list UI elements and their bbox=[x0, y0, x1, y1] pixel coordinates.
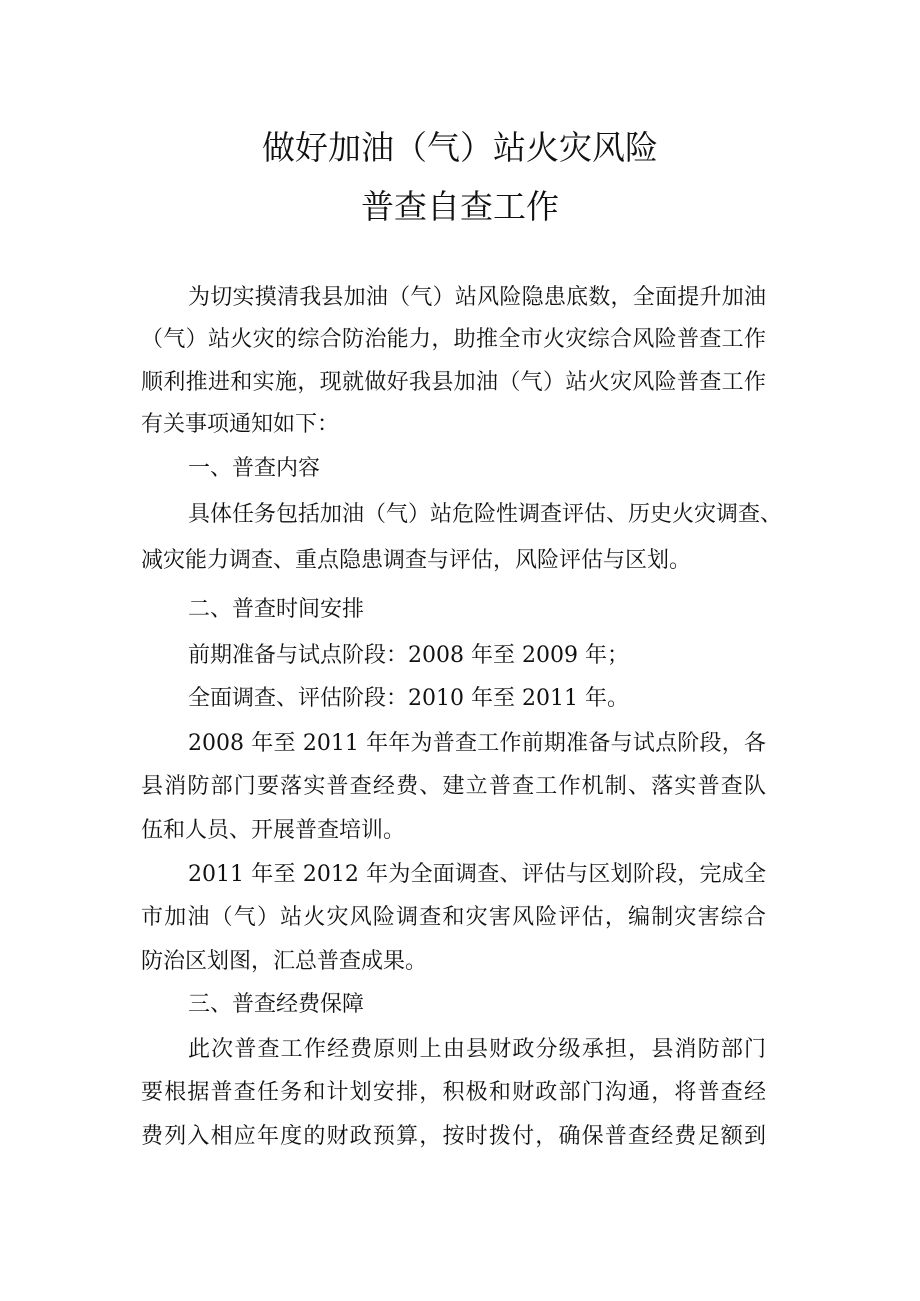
section-2-para-1-line: 县消防部门要落实普查经费、建立普查工作机制、落实普查队 bbox=[141, 774, 766, 799]
section-2-para-2-line: 2011 年至 2012 年为全面调查、评估与区划阶段，完成全 bbox=[188, 862, 766, 887]
intro-line: （气）站火灾的综合防治能力，助推全市火灾综合风险普查工作 bbox=[141, 327, 766, 352]
section-2-para-2-line: 防治区划图，汇总普查成果。 bbox=[141, 949, 428, 974]
section-1-line: 减灾能力调查、重点隐患调查与评估，风险评估与区划。 bbox=[141, 548, 692, 573]
section-2-para-1-line: 2008 年至 2011 年年为普查工作前期准备与试点阶段，各 bbox=[188, 731, 766, 756]
intro-line: 有关事项通知如下： bbox=[141, 412, 340, 437]
section-3-line: 要根据普查任务和计划安排，积极和财政部门沟通，将普查经 bbox=[141, 1080, 766, 1105]
document-title-line-1: 做好加油（气）站火灾风险 bbox=[262, 128, 658, 167]
section-2-heading: 二、普查时间安排 bbox=[188, 597, 365, 622]
section-1-line: 具体任务包括加油（气）站危险性调查评估、历史火灾调查、 bbox=[188, 502, 783, 527]
section-2-item-1: 前期准备与试点阶段：2008 年至 2009 年； bbox=[188, 643, 629, 668]
section-3-line: 费列入相应年度的财政预算，按时拨付，确保普查经费足额到 bbox=[141, 1124, 766, 1149]
intro-line: 顺利推进和实施，现就做好我县加油（气）站火灾风险普查工作 bbox=[141, 370, 766, 395]
section-2-para-1-line: 伍和人员、开展普查培训。 bbox=[141, 818, 406, 843]
section-1-heading: 一、普查内容 bbox=[188, 456, 321, 481]
section-2-para-2-line: 市加油（气）站火灾风险调查和灾害风险评估，编制灾害综合 bbox=[141, 905, 766, 930]
section-3-line: 此次普查工作经费原则上由县财政分级承担，县消防部门 bbox=[188, 1037, 766, 1062]
section-3-heading: 三、普查经费保障 bbox=[188, 992, 365, 1017]
intro-line: 为切实摸清我县加油（气）站风险隐患底数，全面提升加油 bbox=[188, 285, 766, 310]
document-title-line-2: 普查自查工作 bbox=[361, 187, 559, 226]
section-2-item-2: 全面调查、评估阶段：2010 年至 2011 年。 bbox=[188, 686, 629, 711]
